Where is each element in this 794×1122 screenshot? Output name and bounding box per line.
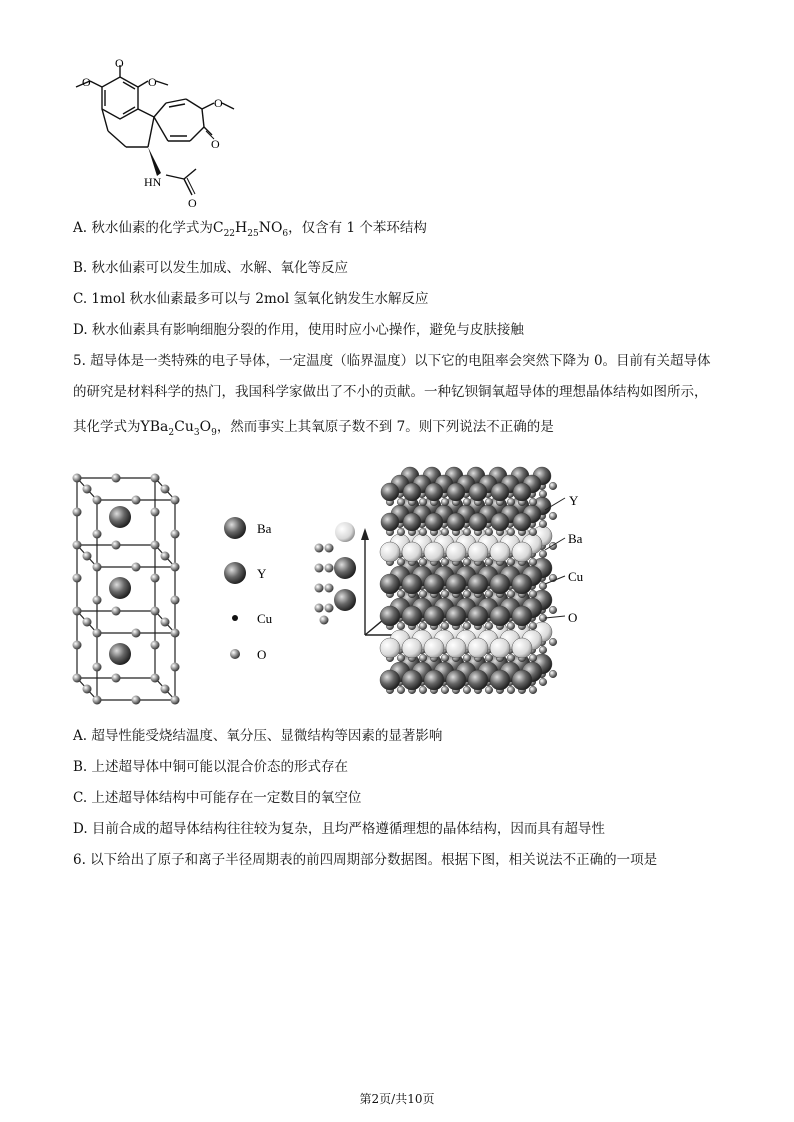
q5-stem-suffix: ，然而事实上其氧原子数不到 7。则下列说法不正确的是 bbox=[216, 419, 554, 435]
legend bbox=[224, 517, 273, 662]
q4-option-c: C. 1mol 秋水仙素最多可以与 2mol 氢氧化钠发生水解反应 bbox=[73, 291, 429, 307]
q5-stem-line1: 5. 超导体是一类特殊的电子导体，一定温度（临界温度）以下它的电阻率会突然下降为 0。目前有关超导体 bbox=[73, 353, 711, 369]
legend-y: Y bbox=[257, 566, 267, 581]
q5-formula: $YBa_2Cu_3O_9$ bbox=[140, 419, 217, 438]
page-footer: 第2页/共10页 bbox=[359, 1092, 435, 1106]
label-cu: Cu bbox=[568, 569, 584, 584]
q5-option-d: D. 目前合成的超导体结构往往较为复杂，且均严格遵循理想的晶体结构，因而具有超导性 bbox=[73, 821, 605, 837]
q4-option-a-formula: $C_{22}H_{25}NO_6$ bbox=[212, 220, 289, 239]
space-filling-model bbox=[380, 467, 557, 694]
legend-cu: Cu bbox=[257, 611, 273, 626]
ketone-o: O bbox=[211, 137, 220, 151]
q4-option-a-prefix: A. 秋水仙素的化学式为 bbox=[73, 220, 213, 236]
q5-option-a: A. 超导性能受烧结温度、氧分压、显微结构等因素的显著影响 bbox=[73, 728, 443, 744]
label-y: Y bbox=[569, 493, 579, 508]
amide-o: O bbox=[188, 196, 197, 210]
methoxy-o-right: O bbox=[148, 75, 157, 89]
q4-option-a-suffix: ，仅含有 1 个苯环结构 bbox=[288, 220, 427, 236]
label-o: O bbox=[568, 610, 578, 625]
q5-option-c: C. 上述超导体结构中可能存在一定数目的氧空位 bbox=[73, 790, 362, 806]
crystal-structure-figure bbox=[65, 460, 725, 710]
q4-option-b: B. 秋水仙素可以发生加成、水解、氧化等反应 bbox=[73, 260, 349, 276]
q5-stem-line3 bbox=[73, 415, 554, 438]
colchicine-structure bbox=[68, 55, 243, 210]
methoxy-o-top: O bbox=[115, 56, 124, 70]
nh-label: HN bbox=[144, 175, 162, 189]
legend-o: O bbox=[257, 647, 267, 662]
label-ba: Ba bbox=[568, 531, 583, 546]
q5-stem-prefix: 其化学式为 bbox=[73, 419, 141, 435]
q5-stem-line2: 的研究是材料科学的热门，我国科学家做出了不小的贡献。一种钇钡铜氧超导体的理想晶体结构如图所示， bbox=[73, 384, 708, 400]
q4-option-a bbox=[73, 216, 427, 239]
unit-cell-atoms bbox=[73, 474, 180, 705]
q5-option-b: B. 上述超导体中铜可能以混合价态的形式存在 bbox=[73, 759, 349, 775]
methoxy-o-tropolone: O bbox=[214, 96, 223, 110]
methoxy-o-left: O bbox=[82, 75, 91, 89]
legend-ba: Ba bbox=[257, 521, 272, 536]
q4-option-d: D. 秋水仙素具有影响细胞分裂的作用，使用时应小心操作，避免与皮肤接触 bbox=[73, 322, 524, 338]
q6-stem: 6. 以下给出了原子和离子半径周期表的前四周期部分数据图。根据下图，相关说法不正确的一项是 bbox=[73, 852, 658, 868]
